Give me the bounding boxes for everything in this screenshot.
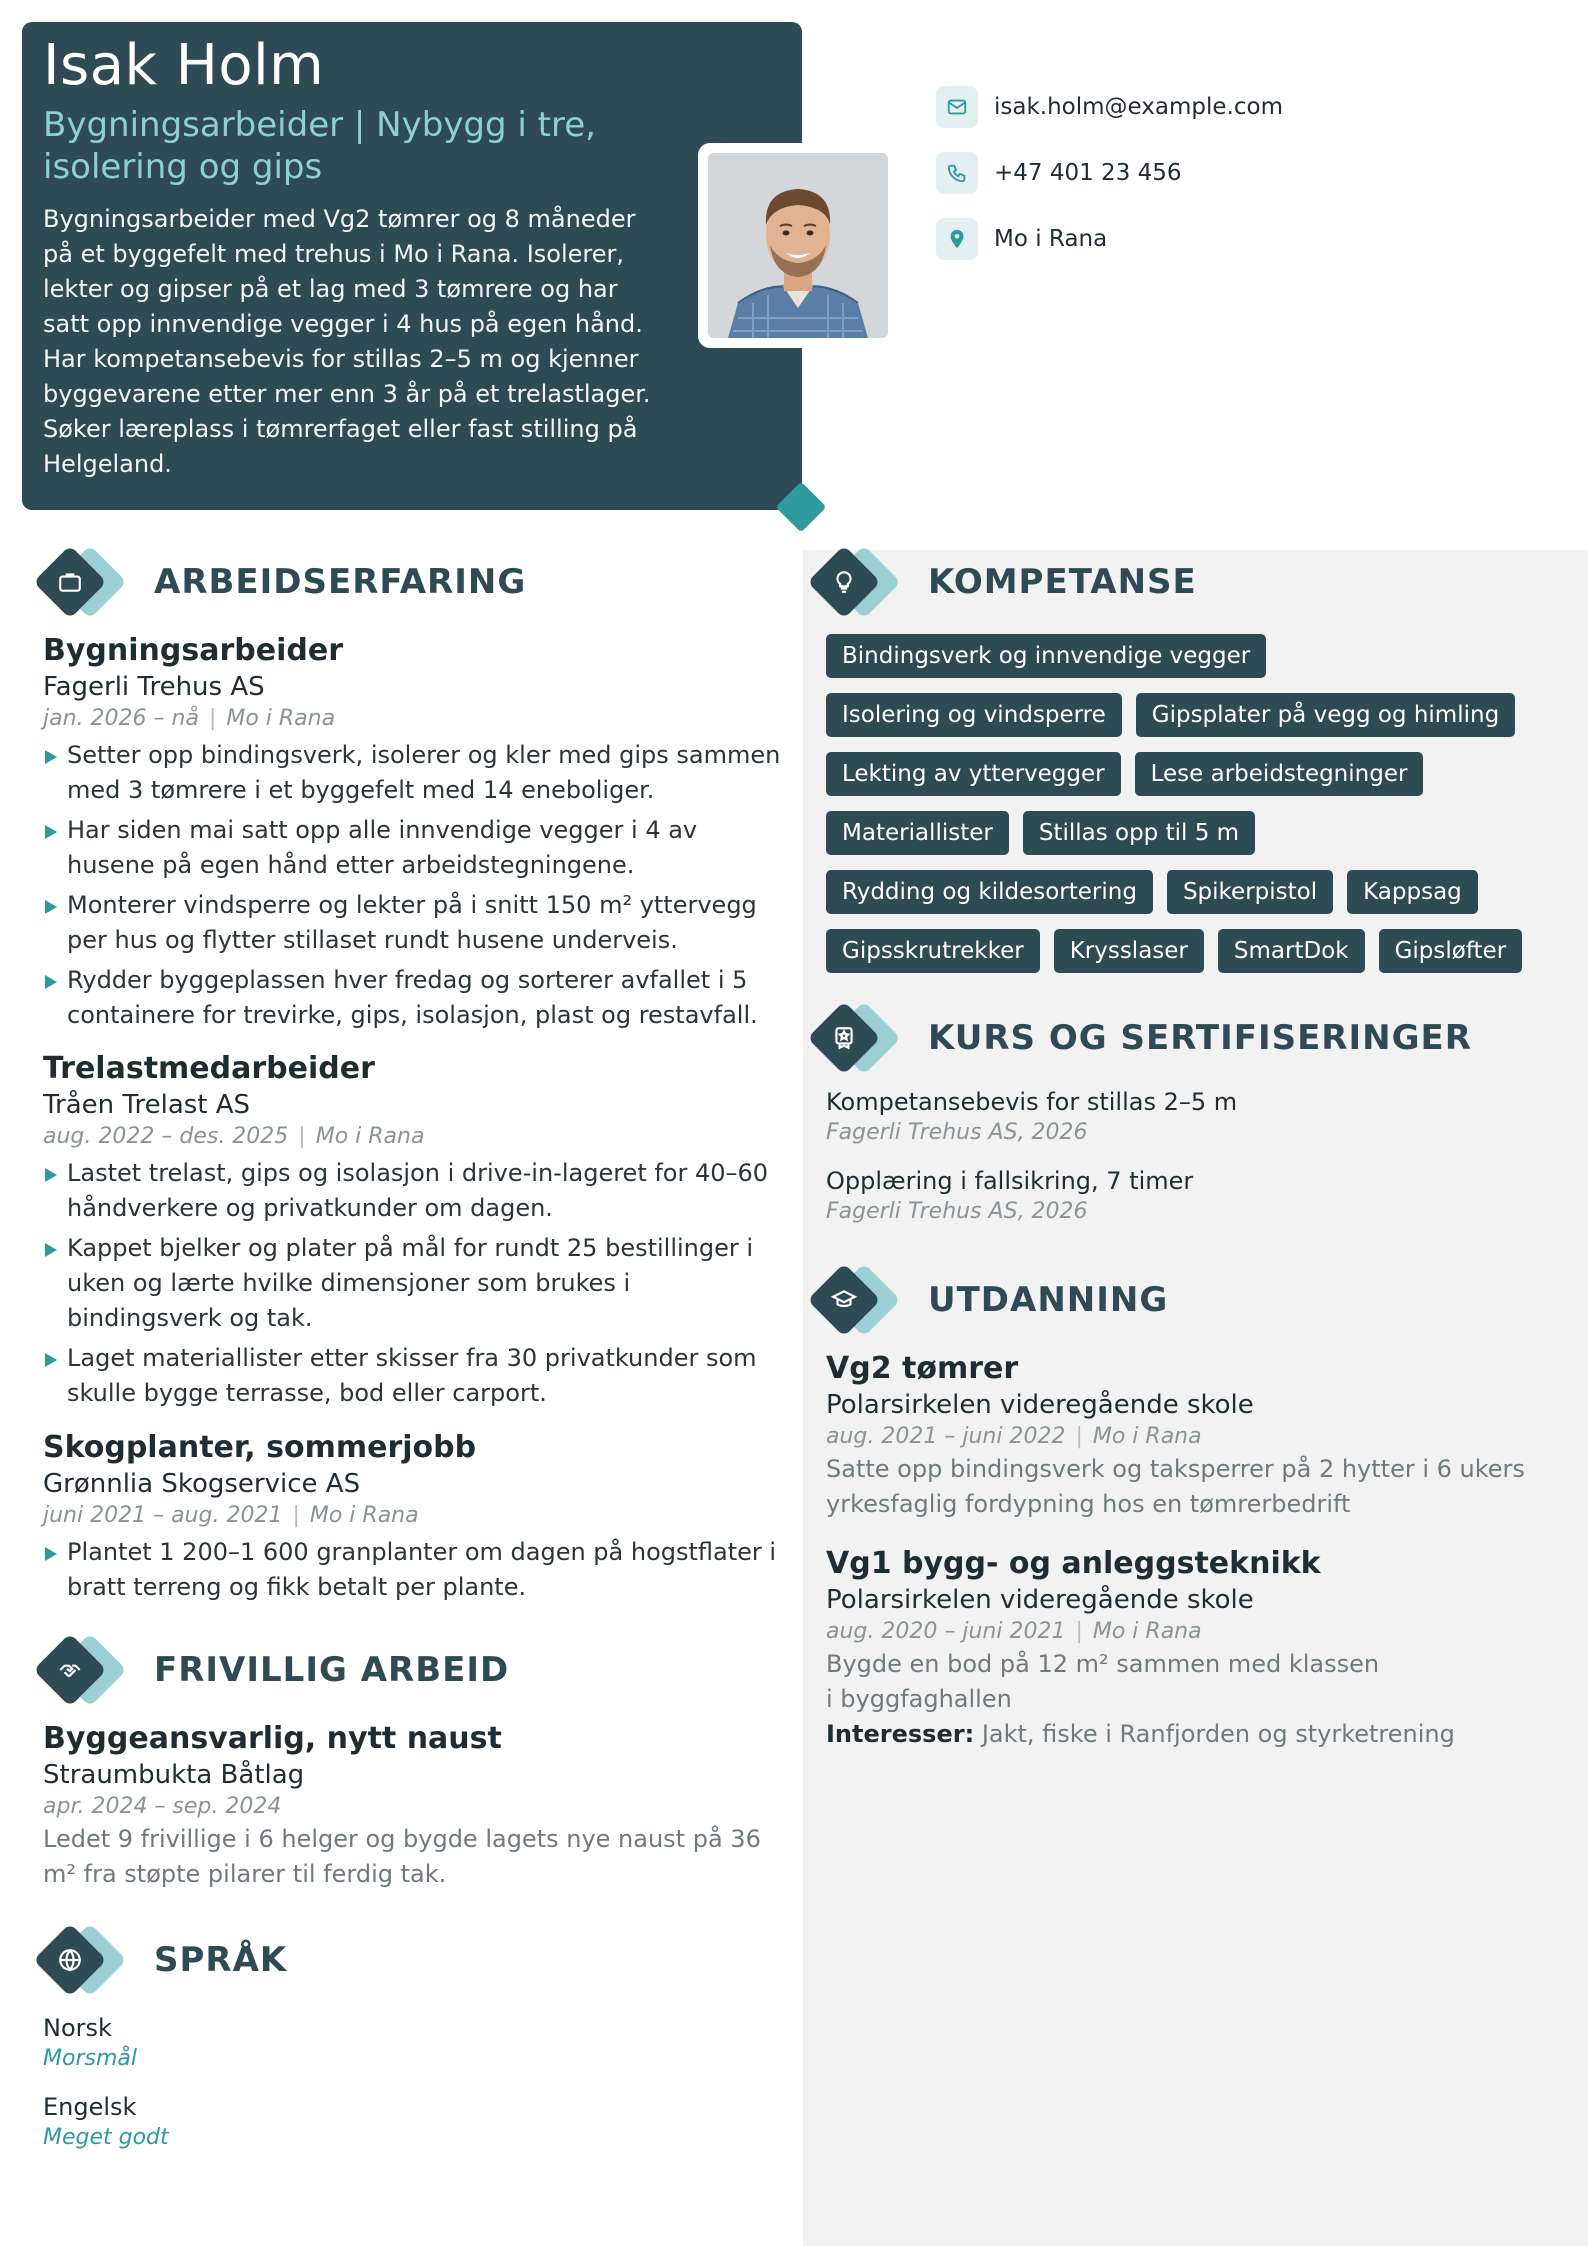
section-title: KOMPETANSE — [928, 562, 1197, 602]
briefcase-icon — [50, 562, 90, 602]
education-description: Bygde en bod på 12 m² sammen med klassen i byggfaghallen — [826, 1650, 1380, 1713]
bullet-item: Rydder byggeplassen hver fredag og sorterer avfallet i 5 containere for trevirke, gips, isolasjon, plast og restavfall. — [43, 963, 783, 1033]
bullet-item: Kappet bjelker og plater på mål for rundt 25 bestillinger i uken og lærte hvilke dimensjoner som brukes i bindingsverk og tak. — [43, 1231, 783, 1336]
course-entry — [826, 1165, 1566, 1227]
section-badge — [808, 544, 900, 620]
section-badge — [808, 1262, 900, 1338]
section-volunteer-header — [34, 1632, 509, 1708]
section-title: ARBEIDSERFARING — [154, 562, 527, 602]
job-entry — [43, 1429, 783, 1610]
course-name: Kompetansebevis for stillas 2–5 m — [826, 1088, 1238, 1116]
education-entry — [826, 1350, 1566, 1522]
job-meta: jan. 2026 – nå | Mo i Rana — [43, 706, 336, 731]
section-languages-header — [34, 1922, 287, 1998]
job-company: Tråen Trelast AS — [43, 1090, 251, 1120]
section-badge — [34, 544, 126, 620]
skill-tag: Rydding og kildesortering — [826, 870, 1153, 914]
email-text: isak.holm@example.com — [994, 94, 1283, 120]
education-place: Mo i Rana — [1092, 1619, 1202, 1644]
language-level: Meget godt — [43, 2125, 169, 2150]
interests-value: Jakt, fiske i Ranfjorden og styrketrening — [981, 1720, 1455, 1748]
skill-tag: Isolering og vindsperre — [826, 693, 1122, 737]
job-bullets — [43, 1535, 783, 1605]
job-title: Skogplanter, sommerjobb — [43, 1430, 477, 1465]
bullet-item: Setter opp bindingsverk, isolerer og kler med gips sammen med 3 tømrere i et byggefelt med 14 eneboliger. — [43, 738, 783, 808]
job-meta: juni 2021 – aug. 2021 | Mo i Rana — [43, 1503, 419, 1528]
candidate-name: Isak Holm — [43, 33, 325, 98]
job-entry — [43, 632, 783, 1038]
language-name: Engelsk — [43, 2093, 137, 2121]
graduation-cap-icon — [824, 1280, 864, 1320]
volunteer-title: Byggeansvarlig, nytt naust — [43, 1721, 502, 1756]
phone-text: +47 401 23 456 — [994, 160, 1182, 186]
skill-tag: Gipsskrutrekker — [826, 929, 1040, 973]
job-meta: aug. 2022 – des. 2025 | Mo i Rana — [43, 1124, 425, 1149]
education-description: Satte opp bindingsverk og taksperrer på 2 hytter i 6 ukers yrkesfaglig fordypning hos en tømrerbedrift — [826, 1455, 1525, 1518]
language-entry — [43, 2012, 783, 2074]
section-badge — [34, 1632, 126, 1708]
section-title: UTDANNING — [928, 1280, 1169, 1320]
bullet-item: Har siden mai satt opp alle innvendige vegger i 4 av husene på egen hånd etter arbeidstegningene. — [43, 813, 783, 883]
job-entry — [43, 1050, 783, 1416]
section-skills-header — [808, 544, 1197, 620]
header-card — [22, 22, 802, 510]
course-entry — [826, 1086, 1566, 1148]
section-education-header — [808, 1262, 1168, 1338]
job-place: Mo i Rana — [315, 1124, 425, 1149]
course-meta: Fagerli Trehus AS, 2026 — [826, 1120, 1088, 1145]
job-company: Grønnlia Skogservice AS — [43, 1469, 361, 1499]
job-bullets — [43, 738, 783, 1033]
education-entry — [826, 1545, 1566, 1752]
job-place: Mo i Rana — [309, 1503, 419, 1528]
interests-line — [826, 1717, 1566, 1752]
job-title: Bygningsarbeider — [43, 633, 343, 668]
contact-location — [936, 218, 1283, 260]
tag-row — [826, 752, 1566, 796]
profile-summary: Bygningsarbeider med Vg2 tømrer og 8 måneder på et byggefelt med trehus i Mo i Rana. Isolerer, lekter og gipser på et lag med 3 tømrere og har satt opp innvendige vegger i 4 hus på egen hånd. Har kompetansebevis for stillas 2–5 m og kjenner byggevarene etter mer enn 3 år på et trelastlager. Søker læreplass i tømrerfaget eller fast stilling på Helgeland. — [43, 205, 651, 478]
education-school: Polarsirkelen videregående skole — [826, 1390, 1254, 1420]
education-title: Vg1 bygg- og anleggsteknikk — [826, 1546, 1321, 1581]
award-ribbon-icon — [824, 1018, 864, 1058]
volunteer-description: Ledet 9 frivillige i 6 helger og bygde lagets nye naust på 36 m² fra støpte pilarer til ferdig tak. — [43, 1825, 761, 1888]
phone-icon — [936, 152, 978, 194]
job-bullets — [43, 1156, 783, 1411]
interests-label: Interesser: — [826, 1720, 975, 1748]
section-badge — [808, 1000, 900, 1076]
skill-tag: Lese arbeidstegninger — [1135, 752, 1424, 796]
section-experience-header — [34, 544, 526, 620]
volunteer-entry — [43, 1720, 783, 1892]
section-courses-header — [808, 1000, 1472, 1076]
language-name: Norsk — [43, 2014, 112, 2042]
tag-row — [826, 870, 1566, 914]
candidate-title: Bygningsarbeider | Nybygg i tre, isolering og gips — [43, 105, 596, 187]
education-meta: aug. 2021 – juni 2022 | Mo i Rana — [826, 1424, 1202, 1449]
location-text: Mo i Rana — [994, 226, 1108, 252]
contact-email[interactable] — [936, 86, 1283, 128]
skills-tags — [826, 634, 1566, 988]
job-period: aug. 2022 – des. 2025 — [43, 1124, 289, 1149]
skill-tag: Kappsag — [1347, 870, 1478, 914]
bullet-item: Laget materiallister etter skisser fra 30 privatkunder som skulle bygge terrasse, bod eller carport. — [43, 1341, 783, 1411]
volunteer-org: Straumbukta Båtlag — [43, 1760, 305, 1790]
job-period: jan. 2026 – nå — [43, 706, 199, 731]
tag-row — [826, 693, 1566, 737]
tag-row — [826, 811, 1566, 855]
skill-tag: SmartDok — [1218, 929, 1365, 973]
handshake-icon — [50, 1650, 90, 1690]
skill-tag: Krysslaser — [1054, 929, 1204, 973]
language-entry — [43, 2091, 783, 2153]
skill-tag: Gipsløfter — [1379, 929, 1523, 973]
skill-tag: Stillas opp til 5 m — [1023, 811, 1255, 855]
contact-phone[interactable] — [936, 152, 1283, 194]
education-place: Mo i Rana — [1092, 1424, 1202, 1449]
job-place: Mo i Rana — [226, 706, 336, 731]
mail-icon — [936, 86, 978, 128]
volunteer-period: apr. 2024 – sep. 2024 — [43, 1794, 282, 1819]
education-period: aug. 2020 – juni 2021 — [826, 1619, 1066, 1644]
education-school: Polarsirkelen videregående skole — [826, 1585, 1254, 1615]
profile-photo — [708, 153, 888, 338]
job-company: Fagerli Trehus AS — [43, 672, 265, 702]
job-title: Trelastmedarbeider — [43, 1051, 375, 1086]
language-level: Morsmål — [43, 2046, 137, 2071]
course-name: Opplæring i fallsikring, 7 timer — [826, 1167, 1194, 1195]
education-title: Vg2 tømrer — [826, 1351, 1019, 1386]
skill-tag: Gipsplater på vegg og himling — [1136, 693, 1515, 737]
skill-tag: Materiallister — [826, 811, 1009, 855]
section-title: SPRÅK — [154, 1940, 288, 1980]
profile-photo-frame — [698, 143, 898, 348]
tag-row — [826, 929, 1566, 973]
course-meta: Fagerli Trehus AS, 2026 — [826, 1199, 1088, 1224]
skill-tag: Spikerpistol — [1167, 870, 1333, 914]
job-period: juni 2021 – aug. 2021 — [43, 1503, 283, 1528]
skill-tag: Lekting av yttervegger — [826, 752, 1121, 796]
section-title: FRIVILLIG ARBEID — [154, 1650, 510, 1690]
skill-tag: Bindingsverk og innvendige vegger — [826, 634, 1266, 678]
tag-row — [826, 634, 1566, 678]
lightbulb-icon — [824, 562, 864, 602]
bullet-item: Monterer vindsperre og lekter på i snitt 150 m² yttervegg per hus og flytter stillaset rundt husene underveis. — [43, 888, 783, 958]
bullet-item: Plantet 1 200–1 600 granplanter om dagen på hogstflater i bratt terreng og fikk betalt per plante. — [43, 1535, 783, 1605]
section-title: KURS OG SERTIFISERINGER — [928, 1018, 1472, 1058]
contact-list — [936, 86, 1283, 284]
education-meta: aug. 2020 – juni 2021 | Mo i Rana — [826, 1619, 1202, 1644]
globe-icon — [50, 1940, 90, 1980]
education-period: aug. 2021 – juni 2022 — [826, 1424, 1066, 1449]
section-badge — [34, 1922, 126, 1998]
location-pin-icon — [936, 218, 978, 260]
bullet-item: Lastet trelast, gips og isolasjon i drive-in-lageret for 40–60 håndverkere og privatkunder om dagen. — [43, 1156, 783, 1226]
